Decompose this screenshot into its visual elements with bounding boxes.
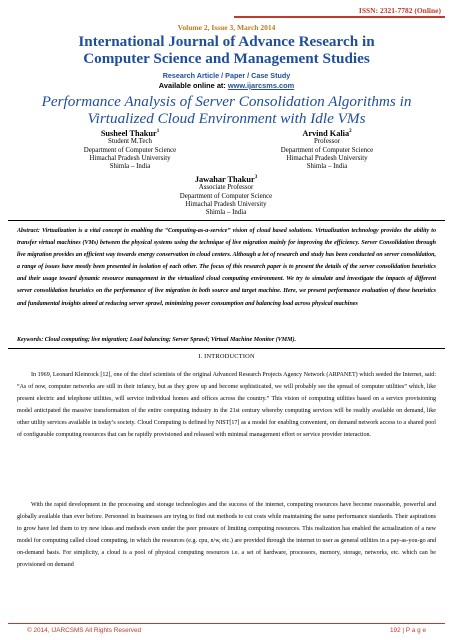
paper-title [0,94,453,127]
author-location: Shimla – India [306,163,348,171]
author-role: Student M.Tech [108,138,152,146]
journal-title-line-2: Computer Science and Management Studies [83,49,370,67]
header-divider [234,16,445,18]
paper-title-line-1: Performance Analysis of Server Consolidation Algorithms in [41,93,412,110]
body-paragraph-1: In 1969, Leonard Kleinrock [12], one of the chief scientists of the original Advanced Research Projects Agency Network (ARPANET) which seeded the Internet, said: “As of now, computer networks are still in their infancy, but as they grow up and become sophisticated, we will probably see the spread of computer utilities” which, like present electric and telephone utilities, will service individual homes and offices across the country.” This vision of computing utilities based on a service provisioning model anticipated the massive transformation of the entire computing industry in the 21st century whereby computing services will be readily available on demand, like other utility services available in today’s society. Cloud Computing is defined by NIST[17] as a model for enabling convenient, on demand network access to a shared pool of configurable computing resources that can be rapidly provisioned and released with minimal management effort or service provider interaction. [17,372,436,439]
body-paragraph-2: With the rapid development in the processing and storage technologies and the success of the internet, computing resources have become reasonable, powerful and globally available than ever before. Personnel in businesses are trying to find out methods to cut costs while maintaining the same performance standards. Their aspirations to grow have led them to try new ideas and methods even under the peer pressure of limiting computing resources. This realization has enabled the actualization of a new model for computing called cloud computing, in which the resources (e.g. cpu, n/w, etc.) are provided through the internet to user as general utilities in a pay-as-you-go and on-demand basis. For simplicity, a cloud is a pool of physical computing resources i.e. a set of hardware, processors, memory, storage, networks, etc. which can be provisioned on demand [17,502,436,569]
abstract-bottom-rule [8,348,445,349]
footer-copyright: © 2014, IJARCSMS All Rights Reserved [27,627,142,634]
paper-title-line-2: Virtualized Cloud Environment with Idle VMs [87,109,366,127]
author-university: Himachal Pradesh University [89,154,171,162]
author-department: Department of Computer Science [280,146,374,154]
issn-label: ISSN: 2321-7782 (Online) [358,6,441,15]
author-name: Jawahar Thakur$^3$ [194,174,258,184]
online-label: Available online at: [158,81,228,90]
author-role: Associate Professor [198,184,254,192]
abstract: Abstract: Virtualization is a vital concept in enabling the “Computing-as-a-service” vision of cloud based solutions. Virtualization technology provides the ability to transfer virtual machines (VMs) between the physical systems using the technique of live migration mainly for improving the efficiency. Server Consolidation through live migration provides an efficient way towards energy conservation in cloud centers. Although a lot of research and study has been conducted on server consolidation, a range of issues have mostly been presented in isolation of each other. The focus of this research paper is to present the details of the server consolidation heuristics and their usage toward dynamic resource management in the virtualized cloud computing environment. We try to simulate and investigate the impacts of different server consolidation heuristics on the performance of live migration in both source and target machine. Here, we present performance evaluation of these heuristics and fundamental insights aimed at reducing server sprawl, minimizing power consumption and balancing load across physical machines [17,228,436,307]
journal-title [0,34,453,67]
author-block-3 [156,173,296,217]
author-university: Himachal Pradesh University [185,200,267,208]
footer-divider [8,623,445,624]
online-availability [0,81,453,90]
author-department: Department of Computer Science [83,146,177,154]
author-location: Shimla – India [205,209,247,217]
author-role: Professor [313,138,341,146]
author-block-2 [252,127,402,171]
author-name: Arvind Kalia$^2$ [302,128,352,138]
author-university: Himachal Pradesh University [286,154,368,162]
footer-page-number: 192 | P a g e [389,627,426,634]
keywords: Keywords: Cloud computing; live migration; Load balancing; Server Sprawl; Virtual Machine Monitor (VMM). [17,337,297,343]
journal-title-line-1: International Journal of Advance Research in [78,33,375,50]
author-location: Shimla – India [109,163,151,171]
section-heading: I. INTRODUCTION [198,353,255,360]
volume-issue: Volume 2, Issue 3, March 2014 [177,23,276,32]
journal-website-link[interactable]: www.ijarcsms.com [227,81,295,90]
author-department: Department of Computer Science [179,192,273,200]
author-name: Susheel Thakur$^1$ [100,128,160,138]
author-block-1 [60,127,200,171]
research-type: Research Article / Paper / Case Study [162,71,291,80]
abstract-top-rule [8,220,445,221]
